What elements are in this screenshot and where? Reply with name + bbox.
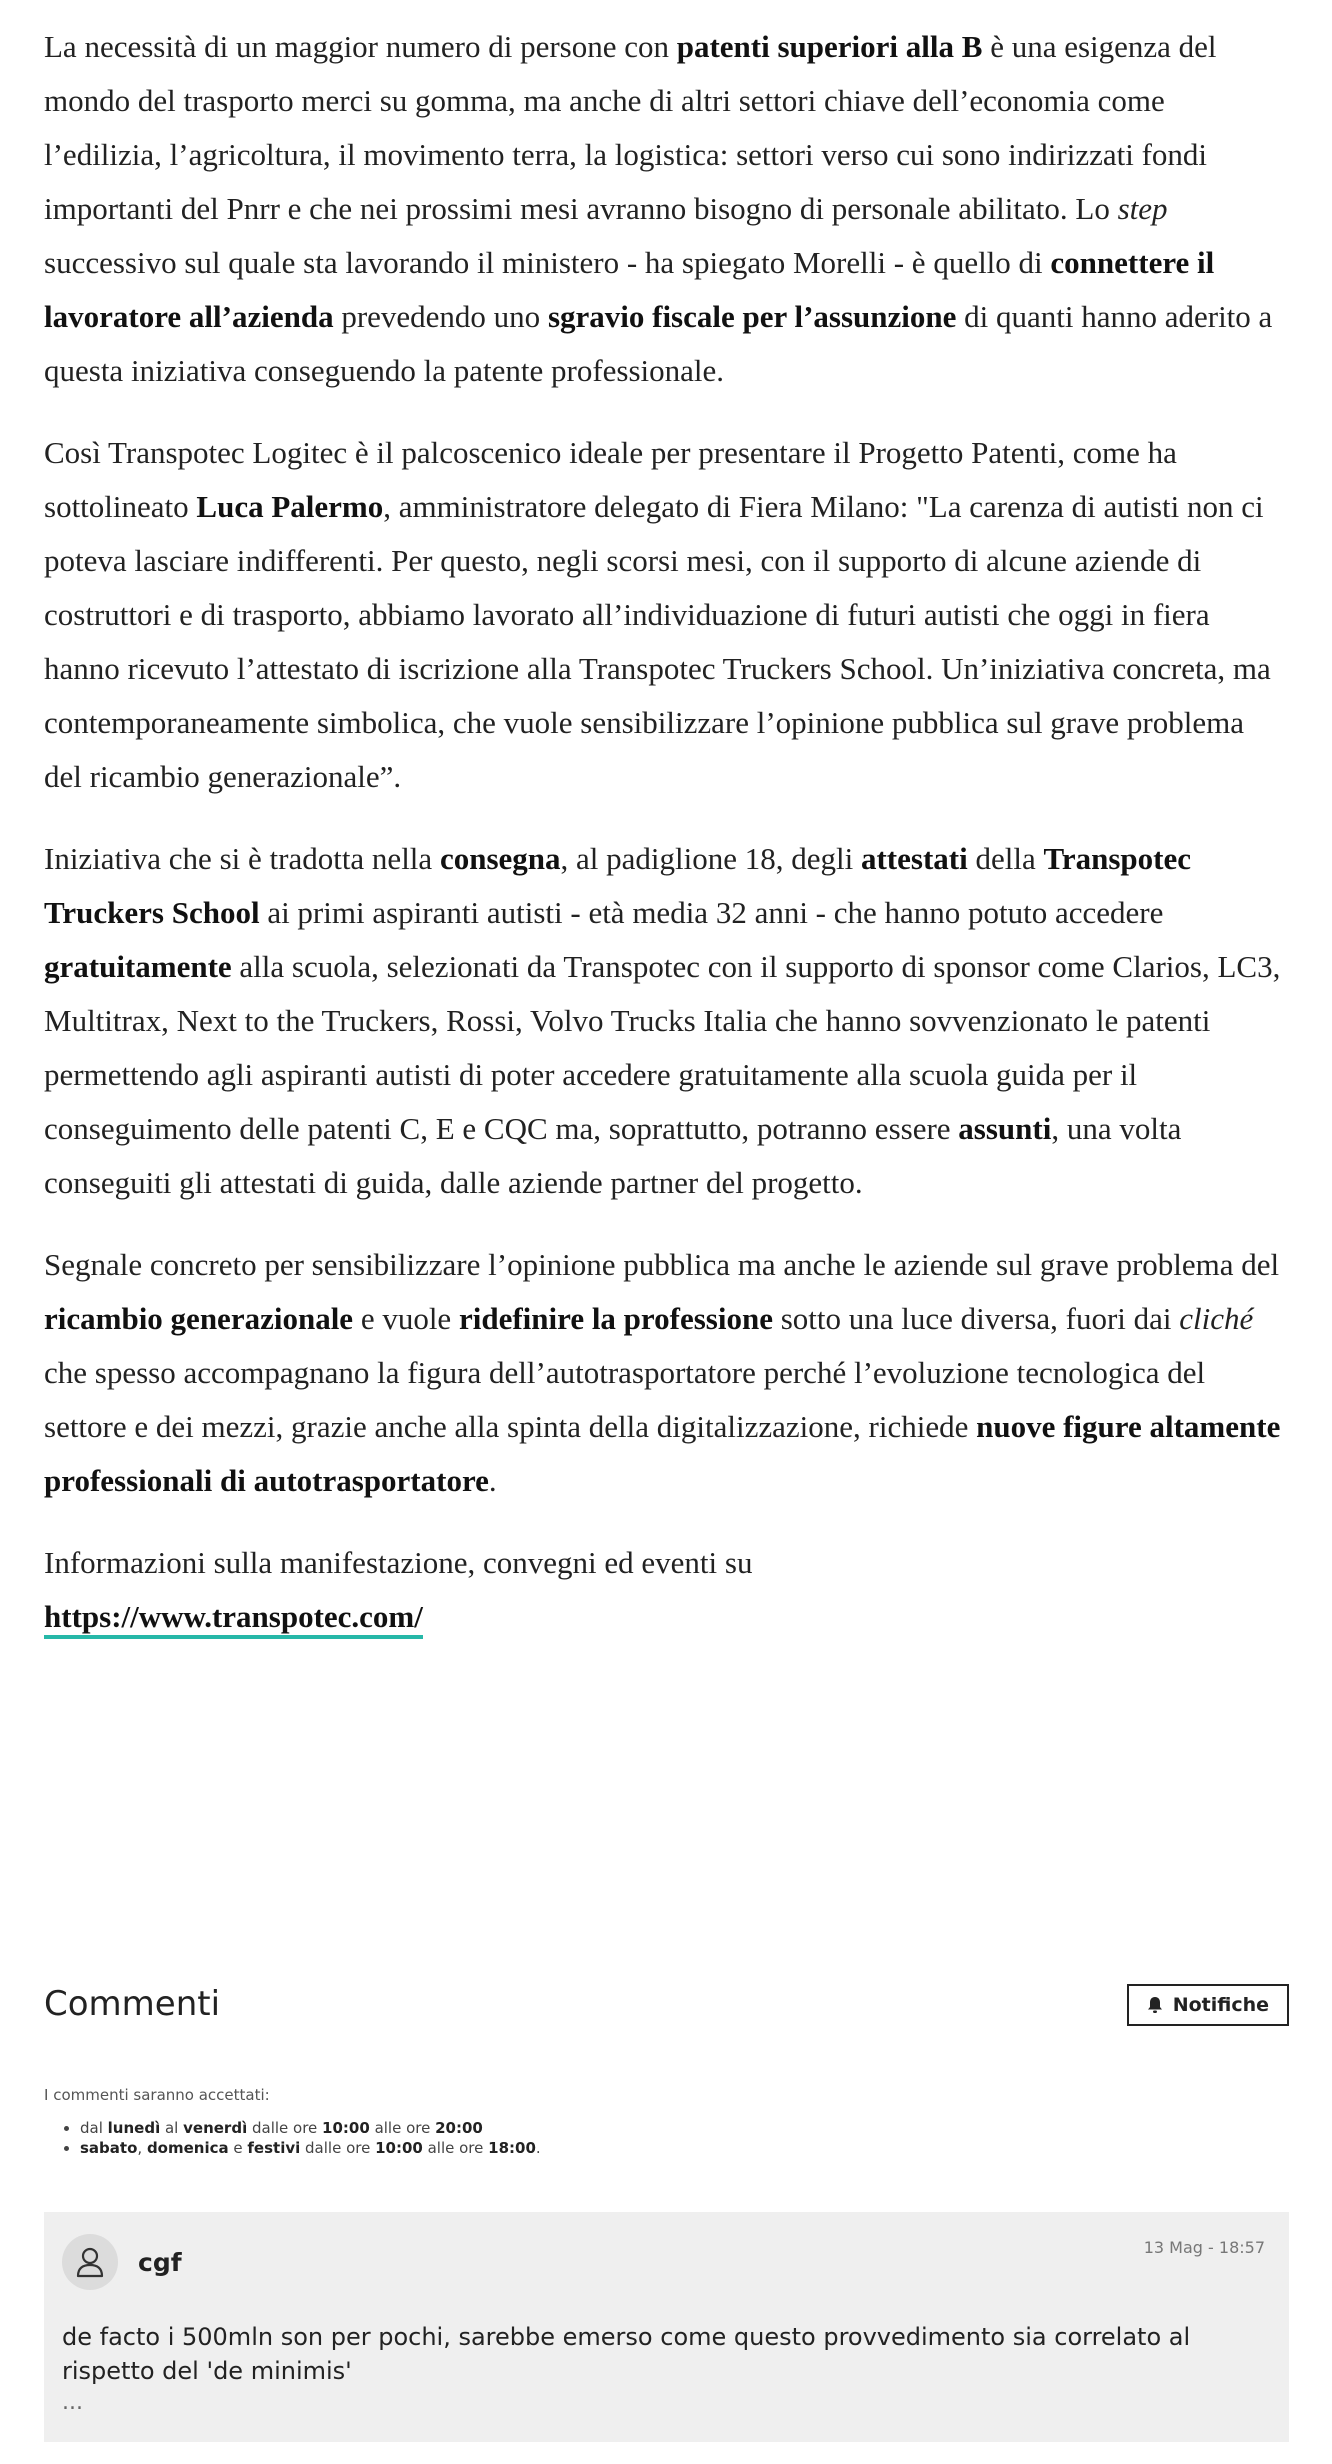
paragraph-5: [44, 1536, 1289, 1644]
bold-text: lunedì: [107, 2119, 161, 2137]
text: , al padiglione 18, degli: [560, 841, 861, 876]
text: , amministratore delegato di Fiera Milano: "La carenza di autisti non ci poteva lasciare indifferenti. Per questo, negli scorsi mesi, con il supporto di alcune aziende di costruttori e di trasporto, abbiamo lavorato all’individuazione di futuri autisti che oggi in fiera hanno ricevuto l’attestato di iscrizione alla Transpotec Truckers School. Un’iniziativa concreta, ma contemporaneamente simbolica, che vuole sensibilizzare l’opinione pubblica sul grave problema del ricambio generazionale”.: [44, 489, 1271, 794]
bold-text: venerdì: [183, 2119, 248, 2137]
rules-list: [44, 2118, 1289, 2158]
bold-text: attestati: [860, 841, 968, 876]
bold-text: 10:00: [322, 2119, 370, 2137]
comment-username[interactable]: cgf: [138, 2248, 182, 2277]
bold-text: festivi: [247, 2139, 301, 2157]
text: alle ore: [369, 2119, 436, 2137]
comment-more[interactable]: ...: [62, 2390, 83, 2415]
text: , una volta conseguiti gli attestati di guida, dalle aziende partner del progetto.: [44, 1111, 1182, 1200]
bold-text: gratuitamente: [44, 949, 232, 984]
text: ai primi aspiranti autisti - età media 32 anni - che hanno potuto accedere: [259, 895, 1164, 930]
text: Informazioni sulla manifestazione, convegni ed eventi su: [44, 1545, 753, 1580]
bold-text: connettere il lavoratore all’azienda: [44, 245, 1215, 334]
bold-text: sabato: [80, 2139, 138, 2157]
bold-text: Transpotec Truckers School: [44, 841, 1191, 930]
bold-text: sgravio fiscale per l’assunzione: [547, 299, 957, 334]
paragraph-3: [44, 832, 1289, 1210]
paragraph-4: [44, 1238, 1289, 1508]
paragraph-1: [44, 20, 1289, 398]
text: della: [967, 841, 1044, 876]
bell-icon: [1147, 1996, 1163, 2014]
text: .: [535, 2139, 541, 2157]
notify-button[interactable]: [1127, 1984, 1289, 2026]
bold-text: 10:00: [375, 2139, 423, 2157]
comment-rules: [44, 2086, 1289, 2158]
bold-text: 18:00: [488, 2139, 536, 2157]
text: Iniziativa che si è tradotta nella: [44, 841, 440, 876]
bold-text: ricambio generazionale: [44, 1301, 354, 1336]
text: dal: [80, 2119, 108, 2137]
text: e: [228, 2139, 248, 2157]
user-icon: [75, 2246, 105, 2278]
comment-card: [44, 2212, 1289, 2442]
text: sotto una luce diversa, fuori dai: [772, 1301, 1180, 1336]
avatar: [62, 2234, 118, 2290]
text: alla scuola, selezionati da Transpotec con il supporto di sponsor come Clarios, LC3, Multitrax, Next to the Truckers, Rossi, Volvo Trucks Italia che hanno sovvenzionato le patenti permettendo agli aspiranti autisti di poter accedere gratuitamente alla scuola guida per il conseguimento delle patenti C, E e CQC ma, soprattutto, potranno essere: [44, 949, 1281, 1146]
text: e vuole: [353, 1301, 459, 1336]
comment-text: de facto i 500mln son per pochi, sarebbe emerso come questo provvedimento sia correlato al rispetto del 'de minimis': [62, 2323, 1191, 2385]
rules-intro: I commenti saranno accettati:: [44, 2086, 270, 2104]
text: Così Transpotec Logitec è il palcoscenico ideale per presentare il Progetto Patenti, come ha sottolineato: [44, 435, 1177, 524]
text: dalle ore: [300, 2139, 376, 2157]
text: di quanti hanno aderito a questa iniziativa conseguendo la patente professionale.: [44, 299, 1273, 388]
bold-text: patenti superiori alla B: [676, 29, 983, 64]
text: Segnale concreto per sensibilizzare l’opinione pubblica ma anche le aziende sul grave problema del: [44, 1247, 1280, 1282]
article-body: [44, 20, 1289, 1672]
bold-text: 20:00: [435, 2119, 483, 2137]
comment-timestamp: 13 Mag - 18:57: [1143, 2238, 1265, 2257]
transpotec-link[interactable]: https://www.transpotec.com/: [44, 1599, 423, 1639]
bold-text: Luca Palermo: [196, 489, 384, 524]
text: che spesso accompagnano la figura dell’autotrasportatore perché l’evoluzione tecnologica del settore e dei mezzi, grazie anche alla spinta della digitalizzazione, richiede: [44, 1355, 1206, 1444]
text: .: [488, 1463, 497, 1498]
text: ,: [137, 2139, 147, 2157]
bold-text: consegna: [439, 841, 561, 876]
paragraph-2: [44, 426, 1289, 804]
bold-text: assunti: [958, 1111, 1052, 1146]
text: successivo sul quale sta lavorando il ministero - ha spiegato Morelli - è quello di: [44, 245, 1051, 280]
italic-text: step: [1117, 191, 1168, 226]
text: prevedendo uno: [333, 299, 548, 334]
text: alle ore: [422, 2139, 489, 2157]
text: è una esigenza del mondo del trasporto merci su gomma, ma anche di altri settori chiave dell’economia come l’edilizia, l’agricoltura, il movimento terra, la logistica: settori verso cui sono indirizzati fondi importanti del Pnrr e che nei prossimi mesi avranno bisogno di personale abilitato. Lo: [44, 29, 1217, 226]
text: La necessità di un maggior numero di persone con: [44, 29, 677, 64]
text: al: [160, 2119, 184, 2137]
italic-text: cliché: [1179, 1301, 1254, 1336]
bold-text: domenica: [146, 2139, 229, 2157]
rules-item: [80, 2118, 1289, 2138]
text: dalle ore: [247, 2119, 323, 2137]
comments-header: [44, 1980, 1289, 2040]
comments-title: Commenti: [44, 1984, 221, 2024]
bold-text: ridefinire la professione: [458, 1301, 773, 1336]
bold-text: nuove figure altamente professionali di autotrasportatore: [44, 1409, 1281, 1498]
rules-item: [80, 2138, 1289, 2158]
notify-label: Notifiche: [1172, 1994, 1269, 2016]
